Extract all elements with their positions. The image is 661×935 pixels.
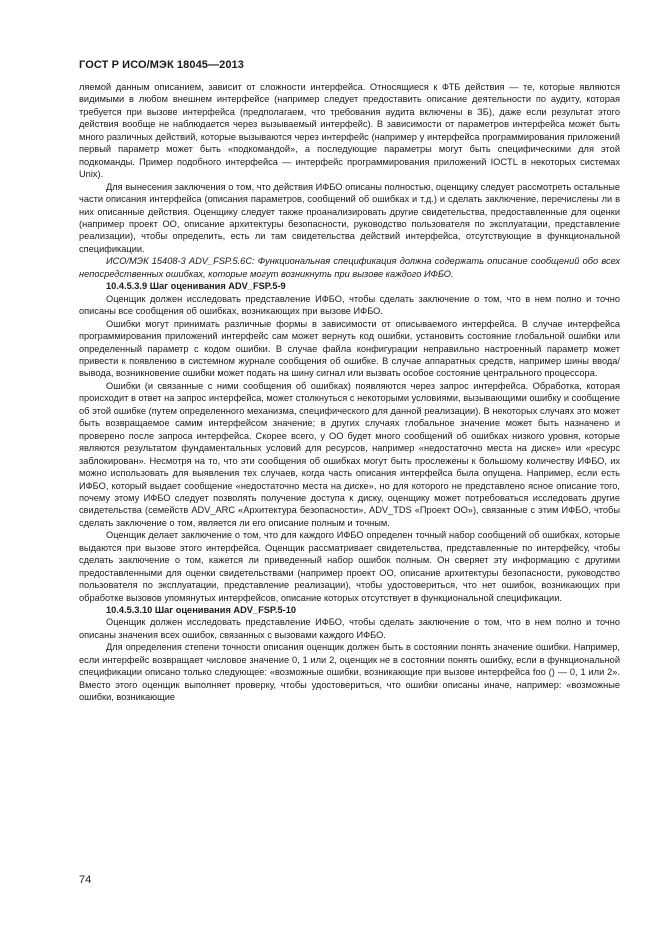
page-number: 74 xyxy=(79,874,92,886)
paragraph: Оценщик должен исследовать представление ИФБО, чтобы сделать заключение о том, что в нем полно и точно описаны все сообщения об ошибках, возникающих при вызове ИФБО. xyxy=(79,293,620,317)
paragraph: Ошибки (и связанные с ними сообщения об ошибках) появляются через запрос интерфейса. Обработка, которая происходит в ответ на запрос интерфейса, может столкнуться с некоторыми условиями, вызывающими ошибку и сообщение об этой ошибке (путем определенного механизма, специфического для данной реализации). В некоторых случаях это может быть возвращаемое самим интерфейсом значение; в других случаях глобальное значение может быть назначено и проверено после запроса интерфейса. Скорее всего, у ОО будет много сообщений об ошибках низкого уровня, которые являются результатом фундаментальных условий для ресурсов, например «недостаточно места на диске» или «ресурс заблокирован». Несмотря на то, что эти сообщения об ошибках могут быть прослежены к большому количеству ИФБО, их можно использовать для выявления тех случаев, когда часть описания интерфейса была опущена. Например, если есть ИФБО, который выдает сообщение «недостаточно места на диске», но для которого не представлено ясное описание того, почему этому ИФБО следует позволять получение доступа к диску, оценщику может потребоваться исследовать другие свидетельства (семейств ADV_ARC «Архитектура безопасности», ADV_TDS «Проект ОО»), связанные с этим ИФБО, чтобы сделать заключение о том, является ли его описание полным и точным. xyxy=(79,380,620,528)
paragraph: Для определения степени точности описания оценщик должен быть в состоянии понять значение ошибки. Например, если интерфейс возвращает числовое значение 0, 1 или 2, оценщик не в состоянии понять ошибку, если в функциональной спецификации описано только следующее: «возможные ошибки, возникающие при вызове интерфейса foo () — 0, 1 или 2». Вместо этого оценщик выполняет проверку, чтобы удостовериться, что ошибки описаны иначе, например: «возможные ошибки, возникающие xyxy=(79,642,620,703)
document-header: ГОСТ Р ИСО/МЭК 18045—2013 xyxy=(79,59,244,71)
section-heading: 10.4.5.3.10 Шаг оценивания ADV_FSP.5-10 xyxy=(106,605,296,616)
paragraph: Оценщик должен исследовать представление ИФБО, чтобы сделать заключение о том, что в нем полно и точно описаны значения всех ошибок, связанных с вызовами каждого ИФБО. xyxy=(79,617,620,640)
section-heading: 10.4.5.3.9 Шаг оценивания ADV_FSP.5-9 xyxy=(106,281,286,292)
paragraph: Для вынесения заключения о том, что действия ИФБО описаны полностью, оценщику следует рассмотреть остальные части описания интерфейса (описания параметров, сообщений об ошибках и т.д.) и сделать заключение, перечислены ли в них описанные действия. Оценщику следует также проанализировать другие свидетельства, предоставленные для оценки (например проект ОО, описание архитектуры безопасности, руководство пользователя по эксплуатации, представление реализации), чтобы определить, есть ли там свидетельства действий интерфейса, отсутствующие в функциональной спецификации. xyxy=(79,181,620,254)
paragraph: Оценщик делает заключение о том, что для каждого ИФБО определен точный набор сообщений об ошибках, которые выдаются при вызове этого интерфейса. Оценщик рассматривает свидетельства, представленные по интерфейсу, чтобы сделать заключение о том, кажется ли приведенный набор ошибок полным. Он сверяет эту информацию с другими предоставленными для оценки свидетельствами (например проект ОО, описание архитектуры безопасности, руководство пользователя по эксплуатации, представление реализации), чтобы удостовериться, что нет ошибок, возникающих при обработке вызовов упомянутых интерфейсов, описание которых отсутствует в функциональной спецификации. xyxy=(79,530,620,603)
paragraph-continuation: ляемой данным описанием, зависит от сложности интерфейса. Относящиеся к ФТБ действия — те, которые являются видимыми в любом внешнем интерфейсе (например следует предоставить описание деятельности по аудиту, которая требуется при вызове интерфейса (предполагаем, что требования аудита включены в ЗБ), даже если результат этого действия вообще не наблюдается через вызываемый интерфейс). В зависимости от параметров интерфейса может быть много различных действий, которые вызываются через интерфейс (например у интерфейса программирования приложений первый параметр может быть «подкомандой», а последующие параметры могут быть специфическими для этой подкоманды. Пример подобного интерфейса — интерфейс программирования приложений IOCTL в некоторых системах Unix). xyxy=(79,82,620,180)
standard-requirement: ИСО/МЭК 15408-3 ADV_FSP.5.6C: Функциональная спецификация должна содержать описание сообщений обо всех непосредственных ошибках, которые могут возникнуть при вызове каждого ИФБО. xyxy=(79,256,620,279)
paragraph: Ошибки могут принимать различные формы в зависимости от описываемого интерфейса. В случае интерфейса программирования приложений интерфейс сам может вернуть код ошибки, установить состояние глобальной ошибки или определенный параметр с кодом ошибки. В случае файла конфигурации неправильно настроенный параметр может привести к появлению в системном журнале сообщения об ошибке. В случае аппаратных средств, например шины ввода/вывода, возникновение ошибки может подать на шину сигнал или вызвать особое состояние центрального процессора. xyxy=(79,318,620,379)
document-body xyxy=(79,81,620,704)
